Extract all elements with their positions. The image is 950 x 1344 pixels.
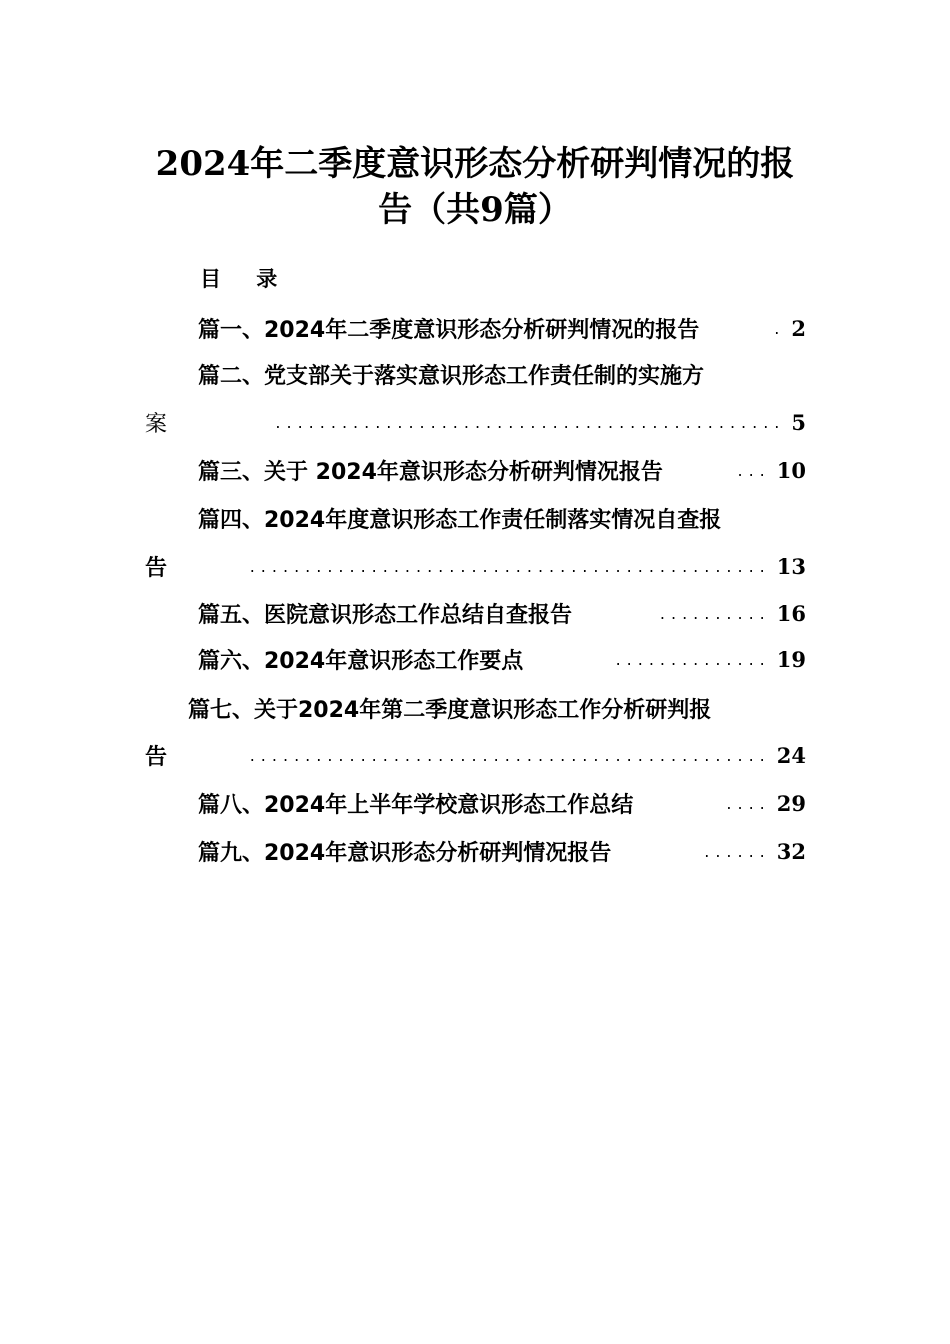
toc-entry-4-continuation[interactable]	[145, 549, 806, 583]
toc-entry-label: 篇九、2024年意识形态分析研判情况报告	[198, 840, 612, 866]
toc-leader-dots: ..........	[659, 603, 771, 623]
toc-leader-dots: ...............................................	[249, 745, 771, 765]
toc-entry-2[interactable]	[198, 357, 806, 391]
toc-heading: 目 录	[200, 267, 292, 291]
toc-leader-dots: ......	[704, 841, 771, 861]
toc-page-number: 24	[776, 742, 806, 768]
toc-entry-2-continuation[interactable]	[145, 405, 806, 439]
toc-entry-6[interactable]	[198, 642, 806, 676]
toc-entry-label-continuation: 告	[145, 744, 168, 770]
toc-entry-4[interactable]	[198, 501, 806, 535]
toc-entry-label: 篇二、党支部关于落实意识形态工作责任制的实施方	[198, 363, 705, 389]
toc-entry-7-continuation[interactable]	[145, 738, 806, 772]
toc-entry-3[interactable]	[198, 453, 806, 487]
document-title-line-2: 告（共9篇）	[378, 190, 572, 230]
toc-entry-8[interactable]	[198, 786, 806, 820]
toc-entry-label-continuation: 告	[145, 555, 168, 581]
toc-entry-label: 篇一、2024年二季度意识形态分析研判情况的报告	[198, 317, 700, 343]
toc-entry-1[interactable]	[198, 311, 806, 345]
toc-entry-label: 篇八、2024年上半年学校意识形态工作总结	[198, 792, 634, 818]
toc-page-number: 5	[791, 409, 806, 435]
toc-page-number: 19	[776, 646, 806, 672]
toc-page-number: 32	[776, 838, 806, 864]
toc-page-number: 16	[776, 600, 806, 626]
toc-leader-dots: ...	[737, 460, 771, 480]
document-title-line-1: 2024年二季度意识形态分析研判情况的报	[155, 144, 795, 184]
toc-page-number: 10	[776, 457, 806, 483]
toc-entry-5[interactable]	[198, 596, 806, 630]
toc-leader-dots: ..............	[615, 649, 771, 669]
toc-leader-dots: ..............................................	[275, 412, 786, 432]
toc-entry-label: 篇七、关于2024年第二季度意识形态工作分析研判报	[188, 697, 712, 723]
toc-entry-label: 篇四、2024年度意识形态工作责任制落实情况自查报	[198, 507, 722, 533]
toc-entry-label: 篇三、关于 2024年意识形态分析研判情况报告	[198, 459, 663, 485]
toc-entry-label-continuation: 案	[145, 411, 168, 437]
toc-entry-7[interactable]	[188, 691, 806, 725]
toc-entry-label: 篇五、医院意识形态工作总结自查报告	[198, 602, 573, 628]
toc-page-number: 13	[776, 553, 806, 579]
toc-leader-dots: ....	[726, 793, 771, 813]
toc-page-number: 2	[791, 315, 806, 341]
toc-entry-9[interactable]	[198, 834, 806, 868]
toc-leader-dots: .	[774, 318, 786, 338]
toc-leader-dots: ...............................................	[249, 556, 771, 576]
toc-page-number: 29	[776, 790, 806, 816]
toc-entry-label: 篇六、2024年意识形态工作要点	[198, 648, 524, 674]
